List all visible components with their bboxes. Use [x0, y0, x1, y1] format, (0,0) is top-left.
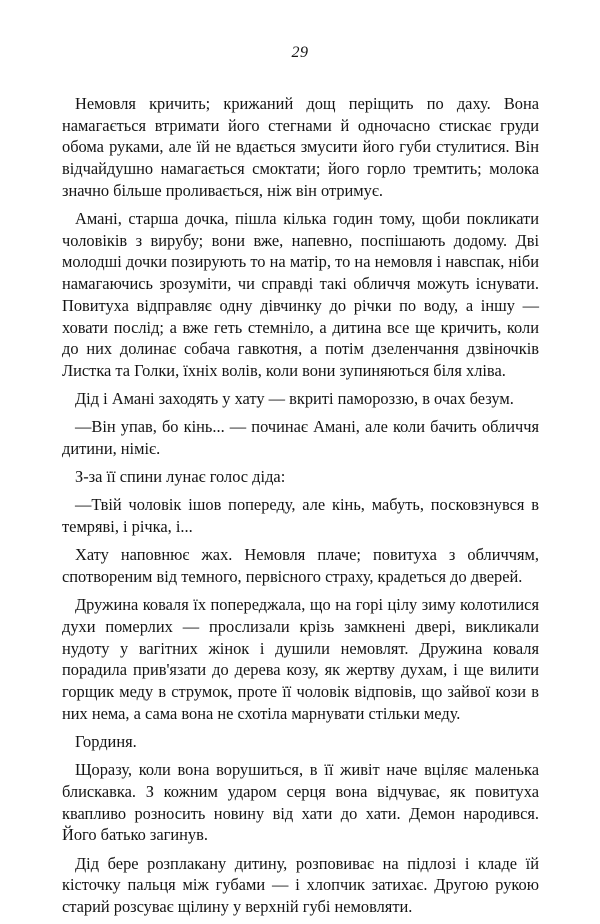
paragraph: З-за її спини лунає голос діда: — [75, 467, 286, 487]
paragraph: Гординя. — [75, 731, 137, 751]
paragraph: Амані, старша дочка, пішла кілька годин тому, щоби покликати чоловіків з вирубу; вони вже, напевно, поспішають додому. Дві молодші дочки позирують то на матір, то на немовля і навспак, ніби намагаючись зрозуміти, чи справді такі обличчя можуть існувати. Повитуха відправляє одну дівчинку до річки по воду, а іншу — ховати послід; а вже геть стемніло, а дитина все ще кричить, коли до них долинає собача гавкотня, а потім дзеленчання дзвіночків Листка та Голки, їхніх волів, коли вони зупиняються біля хліва. — [62, 209, 539, 380]
paragraph: Дід і Амані заходять у хату — вкриті памороззю, в очах безум. — [75, 389, 514, 409]
paragraph: Хату наповнює жах. Немовля плаче; повитуха з обличчям, спотвореним від темного, первісного страху, крадеться до дверей. — [62, 545, 539, 587]
paragraph: Дружина коваля їх попереджала, що на горі цілу зиму колотилися духи померлих — прослизали крізь замкнені двері, викликали нудоту у вагітних жінок і душили немовлят. Дружина коваля порадила прив'язати до дерева козу, як жертву духам, і ще вилити горщик меду в струмок, проте її чоловік відповів, що зайвої кози в них нема, а сама вона не схотіла марнувати стільки меду. — [62, 595, 539, 723]
dialogue-paragraph: —Він упав, бо кінь... — починає Амані, але коли бачить обличчя дитини, німіє. — [62, 417, 539, 459]
dialogue-paragraph: —Твій чоловік ішов попереду, але кінь, мабуть, посковзнувся в темряві, і річка, і... — [62, 495, 539, 537]
body-text — [62, 93, 539, 924]
paragraph: Дід бере розплакану дитину, розповиває на підлозі і кладе їй кісточку пальця між губами — і хлопчик затихає. Другою рукою старий розсуває щілину у верхній губі немовляти. — [62, 853, 539, 916]
paragraph: Немовля кричить; крижаний дощ періщить по даху. Вона намагається втримати його стегнами й одночасно стискає груди обома руками, але їй не вдається змусити його губи стулитися. Він відчайдушно намагається смоктати; його горло тремтить; молока значно більше проливається, ніж він отримує. — [62, 94, 539, 200]
paragraph: Щоразу, коли вона ворушиться, в її живіт наче вціляє маленька блискавка. З кожним ударом серця вона відчуває, як повитуха квапливо розносить новину від хати до хати. Демон народився. Його батько загинув. — [62, 760, 539, 845]
page-number: 29 — [291, 44, 309, 61]
